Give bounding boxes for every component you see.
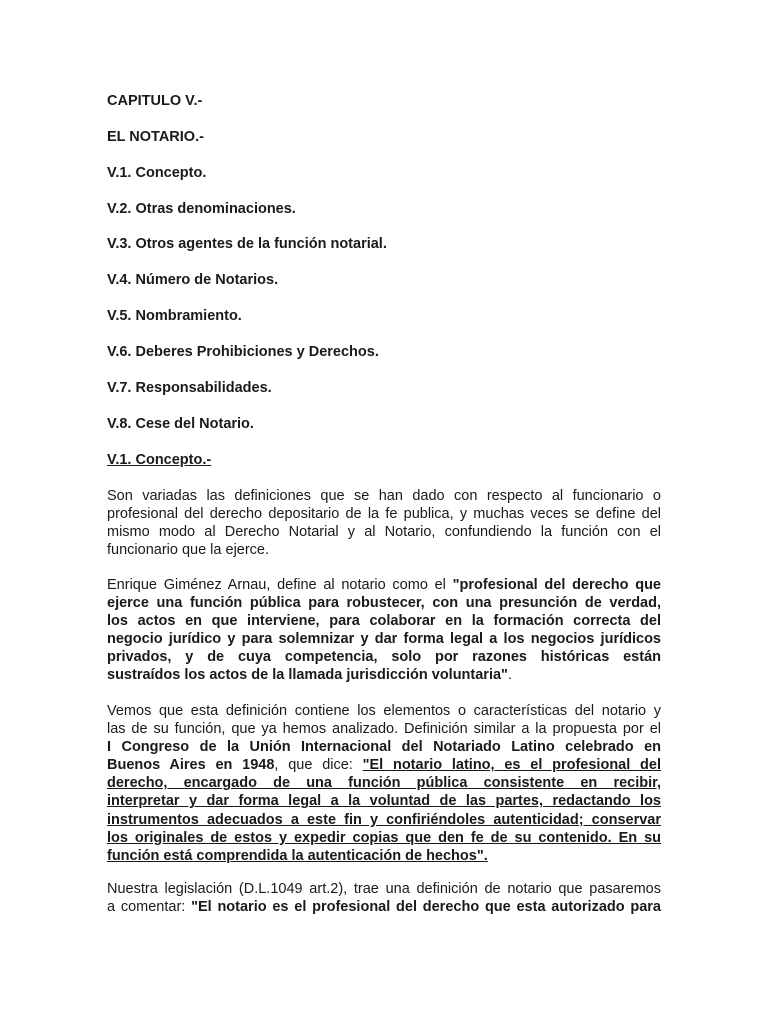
paragraph-line <box>107 666 661 684</box>
definition-quote: "El notario es el profesional del derecho que esta autorizado para <box>191 899 662 916</box>
congress-name: I Congreso de la Unión Internacional del Notariado Latino celebrado en <box>107 739 661 756</box>
paragraph-text: a comentar: <box>107 899 192 916</box>
paragraph-4 <box>107 880 661 916</box>
definition-quote: derecho, encargado de una función pública consistente en recibir, <box>107 775 661 792</box>
toc-item: V.6. Deberes Prohibiciones y Derechos. <box>107 344 379 360</box>
toc-item: V.3. Otros agentes de la función notarial. <box>107 236 387 252</box>
paragraph-line <box>107 898 661 916</box>
paragraph-line: mismo modo al Derecho Notarial y al Notario, confundiendo la función con el <box>107 524 661 541</box>
definition-quote: ejerce una función pública para robustecer, con una presunción de verdad, <box>107 595 661 612</box>
definition-quote: "El notario latino, es el profesional del <box>362 757 661 774</box>
definition-quote: los originales de estos y expedir copias que den fe de su contenido. En su <box>107 829 661 846</box>
definition-quote: privados, y de cuya competencia, solo por razones históricas están <box>107 649 661 666</box>
definition-quote: los actos en que interviene, para colaborar en la formación correcta del <box>107 613 661 630</box>
toc-item: V.1. Concepto. <box>107 165 207 181</box>
paragraph-text: Enrique Giménez Arnau, define al notario como el <box>107 577 453 593</box>
paragraph-text: . <box>507 667 512 684</box>
paragraph-line <box>107 811 661 829</box>
paragraph-3 <box>107 702 661 865</box>
definition-quote: interpretar y dar forma legal a la voluntad de las partes, redactando los <box>107 793 661 810</box>
chapter-subtitle: EL NOTARIO.- <box>107 129 204 145</box>
paragraph-line: las de su función, que ya hemos analizado. Definición similar a la propuesta por el <box>107 721 661 738</box>
paragraph-line: Son variadas las definiciones que se han dado con respecto al funcionario o <box>107 488 661 504</box>
paragraph-line <box>107 847 661 865</box>
congress-name: Buenos Aires en 1948 <box>107 757 275 774</box>
paragraph-line <box>107 576 661 594</box>
section-heading: V.1. Concepto.- <box>107 452 212 468</box>
paragraph-line: profesional del derecho depositario de la fe publica, y muchas veces se define del <box>107 506 661 523</box>
toc-item: V.8. Cese del Notario. <box>107 416 254 432</box>
definition-quote: instrumentos adecuados a este fin y confiriéndoles autenticidad; conservar <box>107 811 661 828</box>
paragraph-line: Vemos que esta definición contiene los elementos o características del notario y <box>107 703 661 719</box>
paragraph-line <box>107 648 661 666</box>
toc-item: V.5. Nombramiento. <box>107 308 242 324</box>
paragraph-line <box>107 738 661 756</box>
definition-quote: sustraídos los actos de la llamada jurisdicción voluntaria" <box>107 667 508 684</box>
paragraph-line: funcionario que la ejerce. <box>107 542 270 559</box>
toc-item: V.7. Responsabilidades. <box>107 380 272 396</box>
paragraph-line <box>107 630 661 648</box>
definition-quote: negocio jurídico y para solemnizar y dar forma legal a los negocios jurídicos <box>107 631 661 648</box>
chapter-title: CAPITULO V.- <box>107 93 203 109</box>
toc-item: V.4. Número de Notarios. <box>107 272 279 288</box>
definition-quote: función está comprendida la autenticación de hechos". <box>107 847 488 864</box>
paragraph-line <box>107 792 661 810</box>
toc-item: V.2. Otras denominaciones. <box>107 201 296 217</box>
paragraph-line <box>107 756 661 774</box>
paragraph-line <box>107 829 661 847</box>
paragraph-line <box>107 612 661 630</box>
paragraph-text: , que dice: <box>274 757 363 774</box>
paragraph-line <box>107 774 661 792</box>
paragraph-line <box>107 594 661 612</box>
paragraph-1 <box>107 487 661 559</box>
paragraph-2 <box>107 576 661 685</box>
paragraph-line: Nuestra legislación (D.L.1049 art.2), trae una definición de notario que pasaremos <box>107 881 661 897</box>
definition-quote: "profesional del derecho que <box>452 577 661 593</box>
